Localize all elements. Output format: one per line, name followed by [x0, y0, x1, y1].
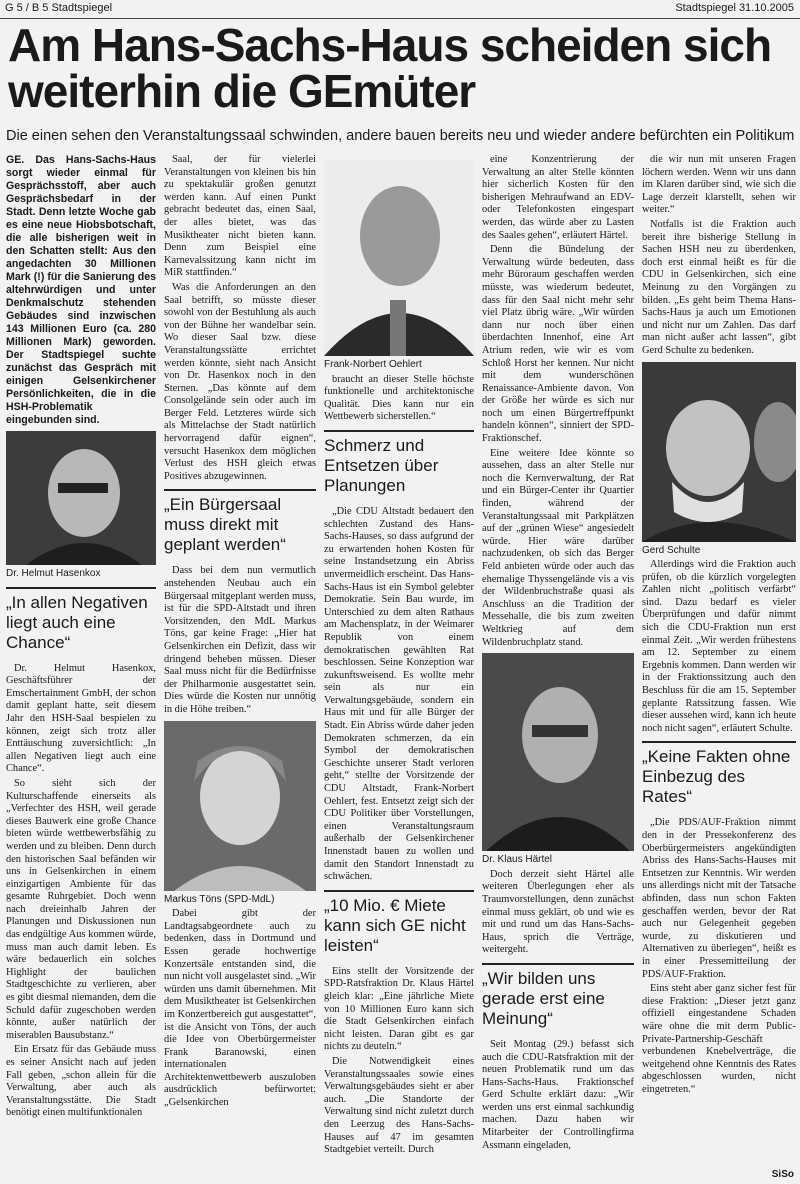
caption-hasenkox: Dr. Helmut Hasenkox	[6, 568, 101, 579]
photo-toens	[164, 721, 316, 891]
column-3	[324, 154, 474, 1159]
portrait-image	[642, 362, 796, 542]
column-5	[642, 154, 796, 1098]
paragraph: Die Notwendigkeit eines Veranstaltungssaales sowie eines Verwaltungsgebäudes sieht er aber auch. „Die Standorte der Verwaltung sind nicht zuletzt durch den Leerzug des Hans-Sachs-Hauses auf 47 im gesamten Stadtgebiet verteilt. Durch	[324, 1055, 474, 1156]
column-4	[482, 154, 634, 1154]
subhead-4: „10 Mio. € Miete kann sich GE nicht leisten“	[324, 890, 474, 956]
column-2	[164, 154, 316, 1112]
paragraph: Eins stellt der Vorsitzende der SPD-Ratsfraktion Dr. Klaus Härtel gleich klar: „Eine jährliche Miete von 10 Millionen Euro kann sich die Stadt Gelsenkirchen einfach nicht leisten. Daran gibt es gar nichts zu deuteln.“	[324, 965, 474, 1053]
subhead-5: „Wir bilden uns gerade erst eine Meinung“	[482, 963, 634, 1029]
paragraph: Doch derzeit sieht Härtel alle weiteren Überlegungen eher als Traumvorstellungen, denn zunächst einmal muss geklärt, ob und wie es mit und rund um das Hans-Sachs-Haus, sprich die Verträge, weitergeht.	[482, 868, 634, 956]
headline: Am Hans-Sachs-Haus scheiden sich weiterhin die GEmüter	[8, 19, 772, 117]
paragraph: „Die CDU Altstadt bedauert den schlechten Zustand des Hans-Sachs-Hauses, so dass aufgrund der zu erwartenden hohen Kosten für seine Instandsetzung ein Abriss unvermeidlich erscheint. Das Hans-Sachs-Haus ist ein Symbol gelebter Demokratie. Sein Bau wurde, im Unterschied zu dem alten Rathaus am Machensplatz, in der Weimarer Republik von einem demokratischen gewählten Rat beschlossen. Seine Konzeption war zukunftsweisend. Es wollte mehr sein als nur ein Verwaltungsgebäude, sondern ein Haus mit und für alle Bürger der Stadt. Ein Abriss würde daher jeden Demokraten schmerzen, da ein Symbol der demokratischen Geschichte unserer Stadt verloren geht,“ stellte der Vorsitzende der CDU Altstadt, Frank-Norbert Oehlert, fest. Entsetzt zeigt sich der CDU Politiker über Vorstellungen, einen Veranstaltungsraum außerhalb der Gelsenkirchener Innenstadt bauen zu wollen und damit den Standort Innenstadt zu schwächen.	[324, 505, 474, 883]
subhead-3: Schmerz und Entsetzen über Planungen	[324, 430, 474, 496]
photo-oehlert	[324, 160, 474, 356]
lead-paragraph: GE. Das Hans-Sachs-Haus sorgt wieder einmal für Gesprächsstoff, aber auch Gesprächsbedarf in der Stadt. Denn letzte Woche gab es eine neue Hiobsbotschaft, die alle bisherigen weit in den Schatten stellt: Aus den angedachten 30 Millionen Mark (!) für die Sanierung des altehrwürdigen und unter Denkmalschutz stehenden Gebäudes sind inzwischen 143 Millionen Euro (ca. 280 Millionen Mark) geworden. Der Stadtspiegel suchte zunächst das Gespräch mit einigen Gelsenkirchener Persönlichkeiten, die in die HSH-Problematik eingebunden sind.	[6, 154, 156, 426]
paragraph: Dr. Helmut Hasenkox, Geschäftsführer der Emschertainment GmbH, der schon damit geplant hatte, seit diesem Jahr den HSH-Saal bespielen zu können, zeigt sich trotz aller Enttäuschung zuversichtlich: „In allen Negativen liegt auch eine Chance“.	[6, 662, 156, 775]
caption-schulte: Gerd Schulte	[642, 544, 701, 556]
subhead-2: „Ein Bürgersaal muss direkt mit geplant werden“	[164, 489, 316, 555]
caption-toens: Markus Töns (SPD-MdL)	[164, 893, 275, 905]
paragraph: Eine weitere Idee könnte so aussehen, dass an alter Stelle nur noch die Kernverwaltung, der Rat und ein Bürger-Center ihr Quartier finden, während der Veranstaltungssaal mit Parkplätzen auf der „grünen Wiese“ angesiedelt würde. Hier wäre darüber nachzudenken, ob sich das Berger Feld anbieten würde oder auch das ehemalige Thyssengelände vis a vis der Wildenbruchstraße quasi als Anschluss an die Tradition der Messehalle, die bis zum zweiten Weltkrieg auf dem Wildenbruchplatz stand.	[482, 447, 634, 648]
paragraph: Seit Montag (29.) befasst sich auch die CDU-Ratsfraktion mit der neuen Problematik rund um das Hans-Sachs-Haus. Fraktionschef Gerd Schulte erklärt dazu: „Wir werden uns erst einmal sachkundig machen. Dazu haben wir Mitarbeiter der Controllingfirma Assmann eingeladen,	[482, 1038, 634, 1151]
subhead-6: „Keine Fakten ohne Einbezug des Rates“	[642, 741, 796, 807]
paragraph: Dass bei dem nun vermutlich anstehenden Neubau auch ein Bürgersaal mitgeplant werden muss, ist für die SPD-Altstadt und ihren Vorsitzenden, den MdL Markus Töns, gar keine Frage: „Hier hat Gelsenkirchen ein Defizit, dass wir dringend beheben müssen. Dieser Saal muss nicht für die Bedürfnisse der Philharmonie ausgestattet sein. Dies würde die Kosten nur unnötig in die Höhe treiben.“	[164, 565, 316, 715]
portrait-image	[164, 721, 316, 891]
page-section-label: G 5 / B 5 Stadtspiegel	[5, 2, 113, 14]
paragraph: Notfalls ist die Fraktion auch bereit ihre bisherige Stellung in Sachen HSH neu zu überdenken, doch erst einmal heißt es für die CDU in Gelsenkirchen, sich eine Meinung zu den Vorgängen zu bilden. „Es geht beim Thema Hans-Sachs-Haus ja auch um Emotionen und nicht nur um Zahlen. Das darf man nicht außer acht lassen“, gibt Gerd Schulte zu bedenken.	[642, 218, 796, 356]
subhead-1: „In allen Negativen liegt auch eine Chance“	[6, 587, 156, 653]
paragraph: Denn die Bündelung der Verwaltung würde bedeuten, dass mehr Büroraum geschaffen werden müsste, was wiederum bedeutet, dass für den Saal nicht mehr sehr viel Platz übrig wäre. „Wir würden dann nur noch über einen überdachten Innenhof, eine Art Atrium reden, wie wir es vom Schloß Horst her kennen. Nur nicht mit dem wunderschönen Renaissance-Ambiente davon. Von der Größe her würde es sich nur noch um einen Bürgertreffpunkt handeln können“, sinniert der SPD-Fraktionschef.	[482, 244, 634, 445]
paragraph: eine Konzentrierung der Verwaltung an alter Stelle könnten hier sicherlich Kosten für den bisherigen Mehraufwand an EDV- oder Telefonkosten eingespart werden, das würde aber zu Lasten des Saales gehen“, erläutert Härtel.	[482, 154, 634, 241]
author-signature: SiSo	[771, 1169, 794, 1180]
paragraph: braucht an dieser Stelle höchste funktionelle und architektonische Qualität. Dies kann nur ein Wettbewerb sicherstellen.“	[324, 373, 474, 423]
subheadline: Die einen sehen den Veranstaltungssaal schwinden, andere bauen bereits neu und wieder andere befürchten ein Politikum	[6, 128, 795, 144]
photo-haertel	[482, 653, 634, 851]
page-date-label: Stadtspiegel 31.10.2005	[675, 2, 794, 14]
photo-schulte	[642, 362, 796, 542]
caption-haertel: Dr. Klaus Härtel	[482, 854, 553, 866]
portrait-image	[324, 160, 474, 356]
caption-oehlert: Frank-Norbert Oehlert	[324, 359, 422, 370]
paragraph: „Die PDS/AUF-Fraktion nimmt den in der Pressekonferenz des Oberbürgermeisters angekündigten Abriss des Hans-Sachs-Hauses mit Entsetzen zur Kenntnis. Wir werden uns allerdings nicht mit der Tatsache abfinden, dass nun schon Fakten geschaffen werden, bevor der Rat auch nur Gelegenheit gegeben wurde, zu diskutieren und Alternativen zu überlegen“, heißt es in einer Pressemitteilung der PDS/AUF-Fraktion.	[642, 817, 796, 980]
paragraph: Dabei gibt der Landtagsabgeordnete auch zu bedenken, dass in Dortmund und Essen gerade hochwertige Konzertsäle entstanden sind, die nun nicht voll ausgelastet sind. „Wir würden uns damit übernehmen. Mit dem Musiktheater ist Gelsenkirchen im Konzertbereich gut ausgestattet“, ist die Ansicht von Töns, der auch die Idee von Oberbürgermeister Frank Baranowski, einen internationalen Architektenwettbewerb auszuloben ausdrücklich befürwortet: „Gelsenkirchen	[164, 908, 316, 1109]
column-1	[6, 154, 156, 1122]
paragraph: Eins steht aber ganz sicher fest für diese Fraktion: „Dieser jetzt ganz offiziell eingestandene Schaden wäre ohne die mit derm Public-Private-Partnership-Geschäft verbundenen Knebelverträge, die weitgehend ohne Kenntnis des Rates abgeschlossen wurden, nicht eingetreten.“	[642, 983, 796, 1095]
portrait-image	[6, 431, 156, 565]
paragraph: Ein Ersatz für das Gebäude muss es seiner Ansicht nach auf jeden Fall geben, „schon allein für die Verwaltung, aber auch als Veranstaltungsstätte. Die Stadt benötigt einen multifunktionalen	[6, 1044, 156, 1119]
paragraph: die wir nun mit unseren Fragen löchern werden. Wenn wir uns dann im Klaren darüber sind, wie sich die Lage derzeit klarstellt, sehen wir weiter.“	[642, 154, 796, 216]
portrait-image	[482, 653, 634, 851]
photo-hasenkox	[6, 431, 156, 565]
paragraph: So sieht sich der Kulturschaffende einerseits als „Verfechter des HSH, weil gerade dieses Bauwerk eine große Chance bieten würde wettbewerbsfähig zu werden und zu bleiben. Denn durch den historischen Saal befänden wir uns in Gelsenkirchen in einem einzigartigen Ambiente für das gesamte Ruhrgebiet. Doch wenn nach dreieinhalb Jahren der Planungen und Diskussionen nun das endgültige Aus kommen würde, muss man auch damit leben. Es wäre bedauerlich ein solches Highlight der baulichen Stadtgeschichte zu verlieren, aber es gibt diesmal niemanden, dem die Schuld dafür zugeschoben werden könnte, außer natürlich der miserablen Bausubstanz.“	[6, 777, 156, 1041]
paragraph: Allerdings wird die Fraktion auch prüfen, ob die kürzlich vorgelegten Zahlen nicht „politisch verfärbt“ sind. Dazu bedarf es vieler Überprüfungen und dafür nimmt sich die CDU-Fraktion nun erst einmal Zeit. „Wir werden frühestens am 12. September zu einem Ergebnis kommen. Dann werden wir in der Fraktionssitzung auch den Beschluss für die am 15. September geplante Ratssitzung fassen. Wie dieser aussehen wird, kann ich heute noch nicht sagen“, erläutert Schulte.	[642, 559, 796, 734]
page-header	[0, 0, 800, 19]
paragraph: Was die Anforderungen an den Saal betrifft, so müsste dieser sowohl von der Bestuhlung als auch von der Bühne her wandelbar sein. Wo dieser Saal bzw. diese Veranstaltungsstätte errichtet werden könnte, sieht nach Ansicht von Dr. Hasenkox noch in den Sternen. „Das könnte auf dem Consolgelände sein oder auch im Berger Feld. Letzteres würde sich als Mittelachse der Stadt natürlich hervorragend dafür eignen“, versucht Hasenkox dem möglichen Verlust des HSH gleich etwas Positives abzugewinnen.	[164, 281, 316, 482]
paragraph: Saal, der für vielerlei Veranstaltungen von kleinen bis hin zu spektakulär großen genutzt werden kann. Auf einen Punkt gebracht bedeutet das, einen Saal, der alles bietet, was das Musiktheater nicht bieten kann. Denn zum Beispiel eine Karnevalssitzung kann nicht im MiR stattfinden.“	[164, 154, 316, 279]
